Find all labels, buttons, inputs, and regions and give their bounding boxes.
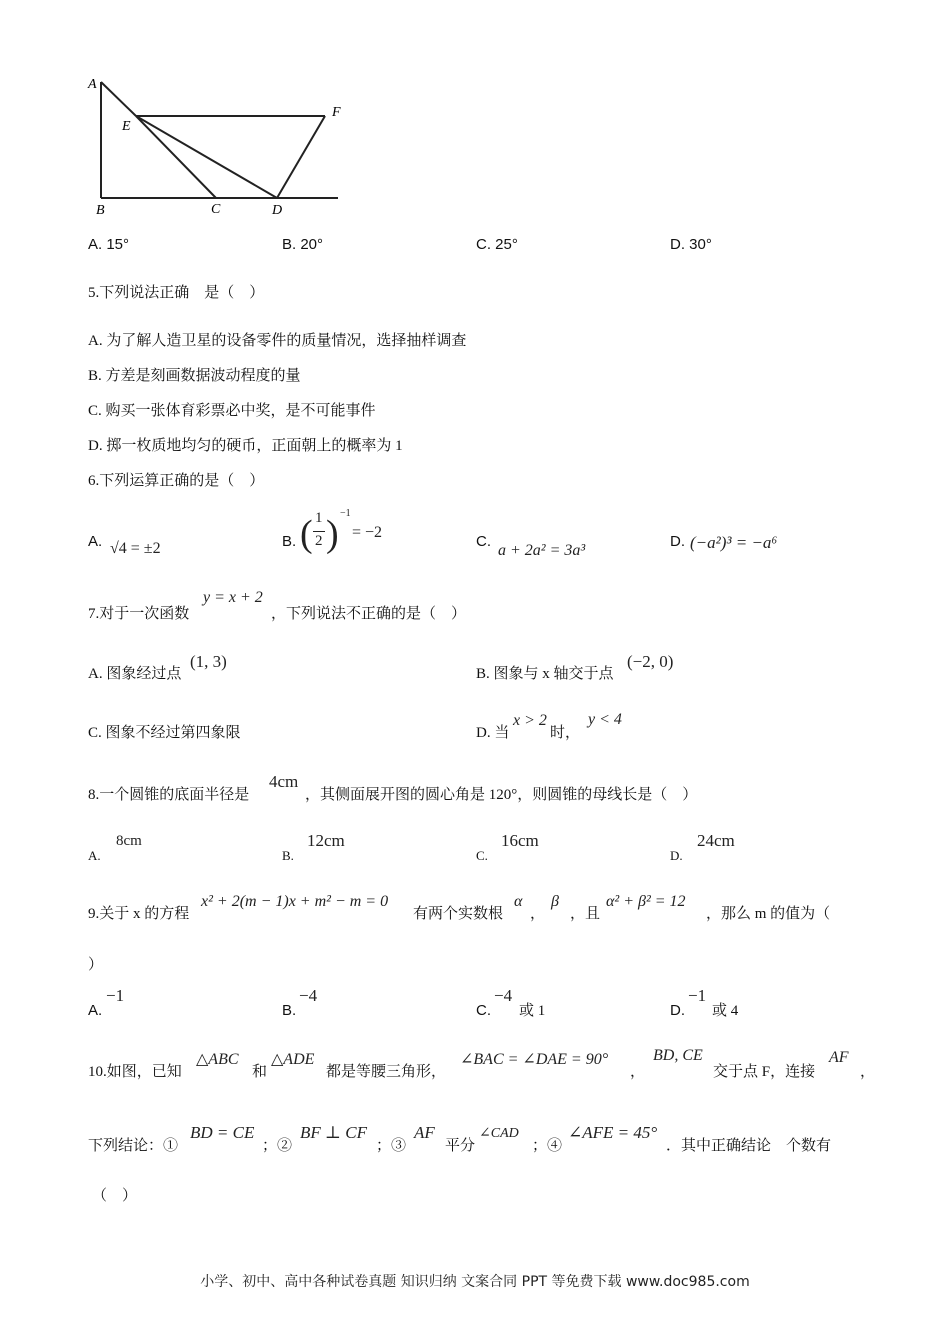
- q6-stem: 6.下列运算正确的是（ ）: [88, 473, 265, 489]
- q10-stem-p1: 10.如图，已知: [88, 1064, 182, 1080]
- q10-stem-p4: ，: [860, 1064, 876, 1080]
- q10-close-paren: （ ）: [92, 1188, 138, 1204]
- q5-stem: 5.下列说法正确 是（ ）: [88, 285, 265, 301]
- q9-equation: x² + 2(m − 1)x + m² − m = 0: [201, 893, 389, 910]
- q9-option-a-value: −1: [106, 986, 125, 1005]
- q10-angles: ∠BAC = ∠DAE = 90°: [460, 1051, 609, 1068]
- q9-option-d-value: −1: [688, 986, 707, 1005]
- q7-option-d-text: D. 当: [476, 725, 510, 741]
- label-b: B: [96, 203, 105, 218]
- q7-stem-pre: 7.对于一次函数: [88, 606, 190, 622]
- q7-option-d-math2: y < 4: [588, 711, 622, 728]
- q7-option-c-text: C. 图象不经过第四象限: [88, 725, 241, 741]
- label-c: C: [211, 202, 221, 217]
- q4-option-d: D. 30°: [670, 236, 712, 253]
- q10-conclusion-3b: 平分: [445, 1138, 476, 1154]
- q10-triangle-ade: △ADE: [271, 1051, 315, 1068]
- q6-option-c-label: C.: [476, 533, 491, 550]
- q8-option-c-label: C.: [476, 848, 488, 863]
- q6-option-a-label: A.: [88, 533, 103, 550]
- q9-option-d-label: D.: [670, 1002, 685, 1019]
- q10-and: 和: [252, 1064, 268, 1080]
- q10-stem-p2: 都是等腰三角形，: [326, 1064, 447, 1080]
- q5-option-d: D. 掷一枚质地均匀的硬币，正面朝上的概率为 1: [88, 438, 403, 454]
- q9-condition: α² + β² = 12: [606, 893, 686, 910]
- segment-ae: [101, 82, 136, 116]
- segment-ed: [136, 116, 277, 198]
- page-footer: 小学、初中、高中各种试卷真题 知识归纳 文案合同 PPT 等免费下载 www.doc985.com: [200, 1274, 750, 1290]
- q8-stem-post: ，其侧面展开图的圆心角是 120°，则圆锥的母线长是（ ）: [305, 787, 698, 803]
- q7-option-d-mid: 时，: [550, 725, 581, 741]
- q9-option-a-label: A.: [88, 1002, 103, 1019]
- q6-option-d-math: (−a²)³ = −a⁶: [690, 533, 778, 552]
- q6-option-d-label: D.: [670, 533, 685, 550]
- segment-fd: [277, 116, 325, 198]
- q10-conclusions-post: ．其中正确结论 个数有: [666, 1138, 832, 1154]
- q7-option-b-text: B. 图象与 x 轴交于点: [476, 666, 614, 682]
- q10-conclusion-3c: ∠CAD: [479, 1126, 519, 1141]
- q6-b-denominator: 2: [315, 533, 323, 549]
- q9-option-c-post: 或 1: [519, 1003, 546, 1019]
- label-e: E: [122, 119, 131, 134]
- q9-option-c-value: −4: [494, 986, 513, 1005]
- q6-option-b-label: B.: [282, 533, 297, 550]
- q4-option-c: C. 25°: [476, 236, 518, 253]
- q6-option-b-math: ( 1 2 ) −1 = −2: [300, 508, 383, 555]
- q7-option-a-math: (1, 3): [190, 652, 227, 671]
- q8-option-b-label: B.: [282, 848, 294, 863]
- q10-sep-4: ；④: [532, 1138, 563, 1154]
- q9-stem-pre: 9.关于 x 的方程: [88, 906, 190, 922]
- q9-option-b-value: −4: [299, 986, 318, 1005]
- q9-close-paren: ）: [88, 957, 104, 973]
- q9-and: ，且: [570, 906, 601, 922]
- q9-separator: ，: [530, 906, 546, 922]
- q8-stem-pre: 8.一个圆锥的底面半径是: [88, 787, 250, 803]
- q6-b-numerator: 1: [315, 510, 323, 526]
- q6-b-exponent: −1: [340, 508, 351, 519]
- q10-conclusion-4: ∠AFE = 45°: [568, 1123, 658, 1142]
- q10-stem-p3: 交于点 F，连接: [713, 1064, 816, 1080]
- q5-option-b: B. 方差是刻画数据波动程度的量: [88, 368, 301, 384]
- q10-comma: ，: [630, 1064, 646, 1080]
- label-d: D: [272, 203, 283, 218]
- q4-option-b: B. 20°: [282, 236, 324, 253]
- q9-beta: β: [551, 893, 559, 910]
- q9-option-b-label: B.: [282, 1002, 297, 1019]
- q10-af: AF: [829, 1049, 849, 1066]
- segment-ec: [136, 116, 216, 198]
- q10-conclusions-pre: 下列结论：①: [88, 1138, 179, 1154]
- q7-option-d-math1: x > 2: [513, 712, 547, 729]
- q6-b-rhs: = −2: [352, 524, 383, 541]
- q8-option-a-value: 8cm: [116, 833, 142, 849]
- q8-stem-math: 4cm: [269, 772, 299, 791]
- q9-option-d-post: 或 4: [712, 1003, 739, 1019]
- q10-sep-3: ；③: [376, 1138, 407, 1154]
- q4-option-a: A. 15°: [88, 236, 130, 253]
- q8-option-b-value: 12cm: [307, 831, 345, 850]
- q10-lines: BD, CE: [653, 1047, 703, 1064]
- q5-option-a: A. 为了解人造卫星的设备零件的质量情况，选择抽样调查: [88, 333, 467, 349]
- q10-conclusion-3a: AF: [414, 1123, 435, 1142]
- q10-sep-2: ；②: [262, 1138, 293, 1154]
- label-f: F: [332, 105, 341, 120]
- q10-conclusion-1: BD = CE: [190, 1123, 255, 1142]
- q6-option-c-math: a + 2a² = 3a³: [498, 542, 586, 559]
- q9-option-c-label: C.: [476, 1002, 491, 1019]
- q10-conclusion-2: BF ⊥ CF: [300, 1123, 367, 1142]
- q8-option-d-value: 24cm: [697, 831, 735, 850]
- q7-option-b-math: (−2, 0): [627, 652, 674, 671]
- q9-stem-mid: 有两个实数根: [413, 906, 504, 922]
- q7-option-a-text: A. 图象经过点: [88, 666, 182, 682]
- q7-stem-math: y = x + 2: [203, 589, 263, 606]
- q5-option-c: C. 购买一张体育彩票必中奖，是不可能事件: [88, 403, 376, 419]
- q8-option-c-value: 16cm: [501, 831, 539, 850]
- q8-option-a-label: A.: [88, 848, 101, 863]
- q9-stem-post: ，那么 m 的值为（: [706, 906, 831, 922]
- label-a: A: [88, 77, 97, 92]
- q9-alpha: α: [514, 893, 523, 910]
- q7-stem-post: ，下列说法不正确的是（ ）: [271, 606, 467, 622]
- geometry-figure: [80, 70, 360, 220]
- q8-option-d-label: D.: [670, 848, 683, 863]
- q6-option-a-math: √4 = ±2: [110, 540, 161, 557]
- q10-triangle-abc: △ABC: [196, 1051, 239, 1068]
